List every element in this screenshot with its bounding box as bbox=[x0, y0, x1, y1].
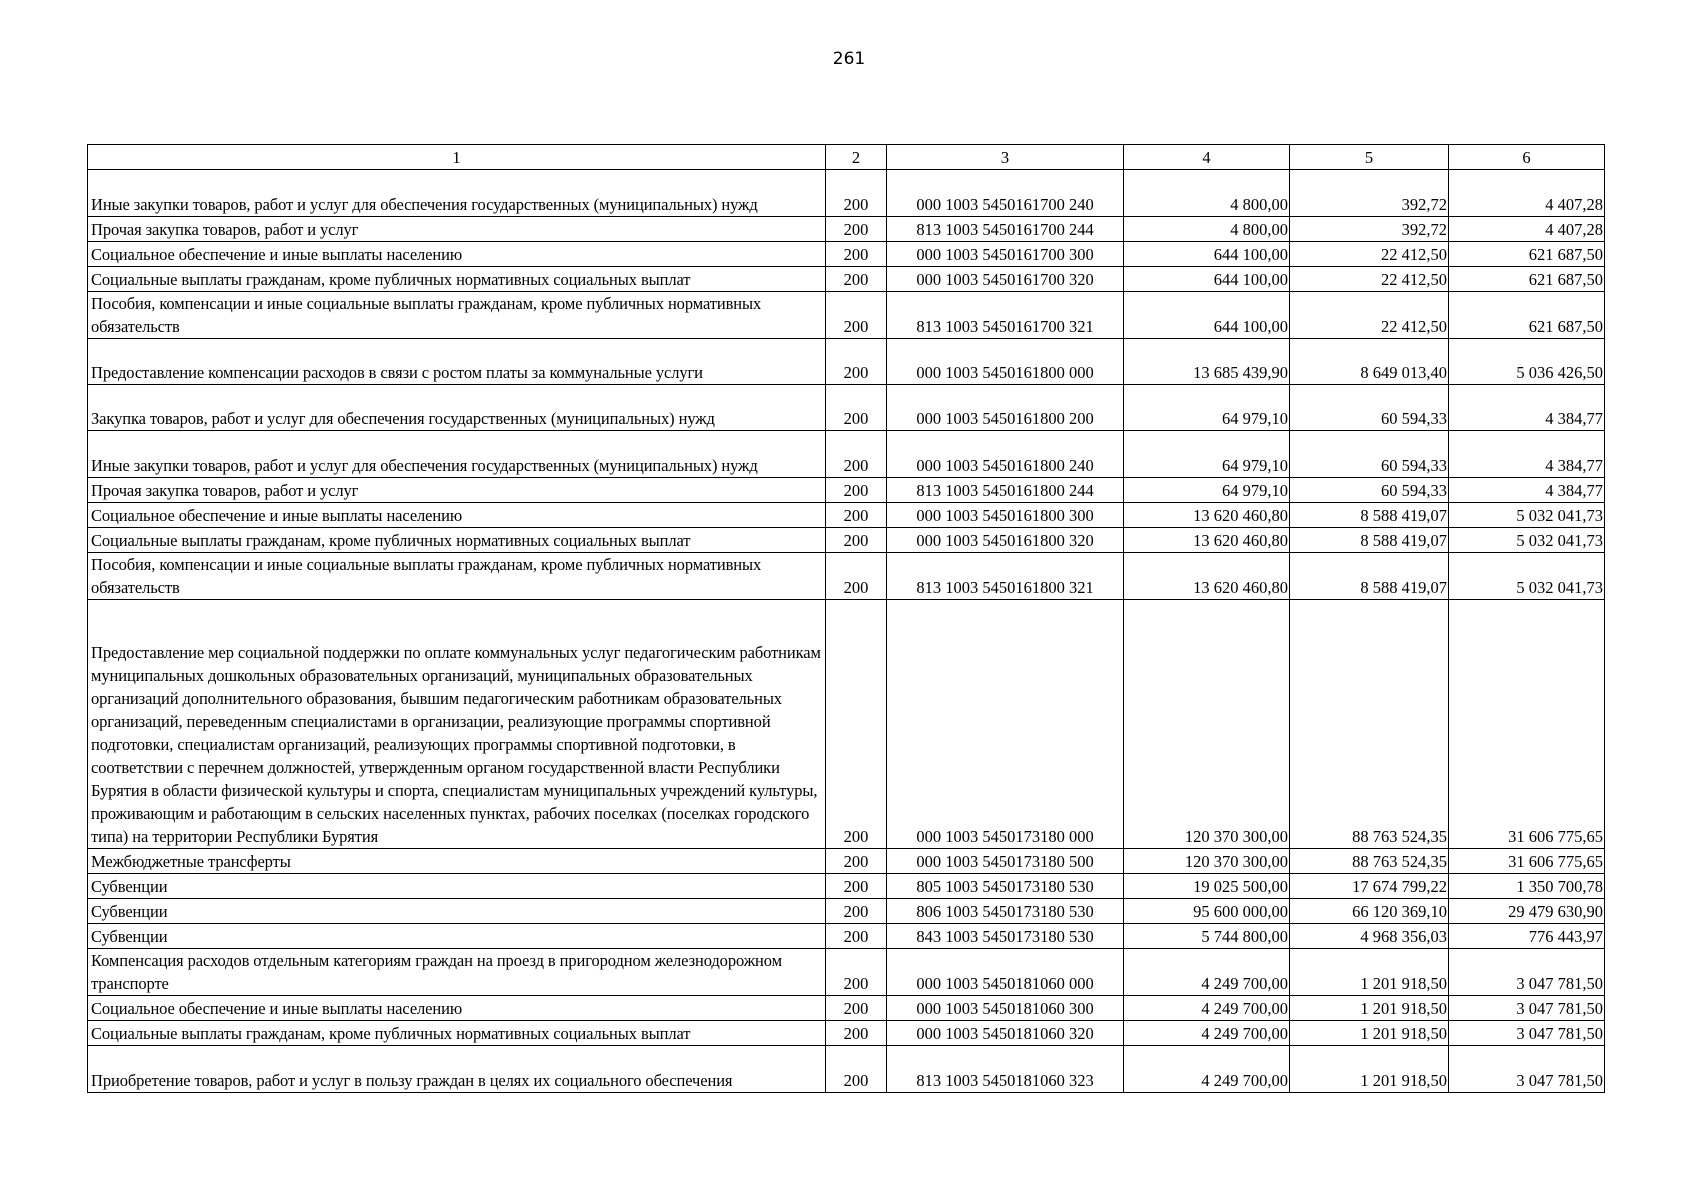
row-unexecuted: 4 407,28 bbox=[1449, 170, 1605, 217]
table-row bbox=[88, 600, 1605, 849]
table-row bbox=[88, 217, 1605, 242]
row-line-code: 200 bbox=[826, 503, 887, 528]
row-name: Прочая закупка товаров, работ и услуг bbox=[88, 217, 826, 242]
row-budget-code: 000 1003 5450173180 500 bbox=[887, 849, 1124, 874]
row-approved: 4 800,00 bbox=[1124, 170, 1290, 217]
row-unexecuted: 5 032 041,73 bbox=[1449, 528, 1605, 553]
row-budget-code: 000 1003 5450161800 320 bbox=[887, 528, 1124, 553]
row-name: Социальное обеспечение и иные выплаты населению bbox=[88, 996, 826, 1021]
row-line-code: 200 bbox=[826, 431, 887, 478]
table-header-row bbox=[88, 145, 1605, 170]
row-line-code: 200 bbox=[826, 849, 887, 874]
table-row bbox=[88, 924, 1605, 949]
row-budget-code: 000 1003 5450173180 000 bbox=[887, 600, 1124, 849]
row-budget-code: 000 1003 5450181060 320 bbox=[887, 1021, 1124, 1046]
row-line-code: 200 bbox=[826, 385, 887, 431]
row-budget-code: 806 1003 5450173180 530 bbox=[887, 899, 1124, 924]
row-executed: 392,72 bbox=[1290, 217, 1449, 242]
row-executed: 60 594,33 bbox=[1290, 385, 1449, 431]
row-budget-code: 000 1003 5450161700 240 bbox=[887, 170, 1124, 217]
row-unexecuted: 4 407,28 bbox=[1449, 217, 1605, 242]
row-name: Социальные выплаты гражданам, кроме публичных нормативных социальных выплат bbox=[88, 267, 826, 292]
row-line-code: 200 bbox=[826, 217, 887, 242]
row-approved: 4 249 700,00 bbox=[1124, 1021, 1290, 1046]
row-line-code: 200 bbox=[826, 553, 887, 600]
row-line-code: 200 bbox=[826, 478, 887, 503]
row-unexecuted: 4 384,77 bbox=[1449, 385, 1605, 431]
row-budget-code: 843 1003 5450173180 530 bbox=[887, 924, 1124, 949]
row-name: Пособия, компенсации и иные социальные выплаты гражданам, кроме публичных нормативных обязательств bbox=[88, 553, 826, 600]
table-row bbox=[88, 1021, 1605, 1046]
column-header-2: 2 bbox=[826, 145, 887, 170]
row-approved: 64 979,10 bbox=[1124, 478, 1290, 503]
row-executed: 22 412,50 bbox=[1290, 242, 1449, 267]
table-row bbox=[88, 503, 1605, 528]
table-row bbox=[88, 242, 1605, 267]
table-row bbox=[88, 899, 1605, 924]
row-line-code: 200 bbox=[826, 600, 887, 849]
row-budget-code: 000 1003 5450161700 320 bbox=[887, 267, 1124, 292]
row-budget-code: 000 1003 5450161700 300 bbox=[887, 242, 1124, 267]
column-header-3: 3 bbox=[887, 145, 1124, 170]
row-line-code: 200 bbox=[826, 292, 887, 339]
row-executed: 60 594,33 bbox=[1290, 478, 1449, 503]
table-row bbox=[88, 874, 1605, 899]
row-name: Социальное обеспечение и иные выплаты населению bbox=[88, 503, 826, 528]
row-approved: 64 979,10 bbox=[1124, 431, 1290, 478]
row-unexecuted: 29 479 630,90 bbox=[1449, 899, 1605, 924]
row-executed: 8 588 419,07 bbox=[1290, 503, 1449, 528]
row-approved: 644 100,00 bbox=[1124, 292, 1290, 339]
row-name: Иные закупки товаров, работ и услуг для обеспечения государственных (муниципальных) нужд bbox=[88, 431, 826, 478]
row-executed: 66 120 369,10 bbox=[1290, 899, 1449, 924]
row-executed: 17 674 799,22 bbox=[1290, 874, 1449, 899]
row-line-code: 200 bbox=[826, 242, 887, 267]
row-budget-code: 000 1003 5450161800 240 bbox=[887, 431, 1124, 478]
row-executed: 22 412,50 bbox=[1290, 267, 1449, 292]
row-unexecuted: 31 606 775,65 bbox=[1449, 600, 1605, 849]
row-approved: 19 025 500,00 bbox=[1124, 874, 1290, 899]
row-name: Социальные выплаты гражданам, кроме публичных нормативных социальных выплат bbox=[88, 1021, 826, 1046]
row-name: Приобретение товаров, работ и услуг в пользу граждан в целях их социального обеспечения bbox=[88, 1046, 826, 1093]
row-executed: 22 412,50 bbox=[1290, 292, 1449, 339]
column-header-4: 4 bbox=[1124, 145, 1290, 170]
table-row bbox=[88, 385, 1605, 431]
row-unexecuted: 3 047 781,50 bbox=[1449, 1021, 1605, 1046]
row-name: Межбюджетные трансферты bbox=[88, 849, 826, 874]
row-approved: 13 685 439,90 bbox=[1124, 339, 1290, 385]
row-line-code: 200 bbox=[826, 924, 887, 949]
table-row bbox=[88, 170, 1605, 217]
table-row bbox=[88, 292, 1605, 339]
row-line-code: 200 bbox=[826, 996, 887, 1021]
row-budget-code: 000 1003 5450181060 000 bbox=[887, 949, 1124, 996]
row-budget-code: 000 1003 5450161800 200 bbox=[887, 385, 1124, 431]
column-header-5: 5 bbox=[1290, 145, 1449, 170]
column-header-1: 1 bbox=[88, 145, 826, 170]
table-row bbox=[88, 1046, 1605, 1093]
row-line-code: 200 bbox=[826, 267, 887, 292]
row-executed: 1 201 918,50 bbox=[1290, 1046, 1449, 1093]
row-unexecuted: 621 687,50 bbox=[1449, 292, 1605, 339]
row-approved: 644 100,00 bbox=[1124, 242, 1290, 267]
row-unexecuted: 4 384,77 bbox=[1449, 431, 1605, 478]
row-approved: 4 249 700,00 bbox=[1124, 1046, 1290, 1093]
row-unexecuted: 3 047 781,50 bbox=[1449, 996, 1605, 1021]
row-line-code: 200 bbox=[826, 949, 887, 996]
row-unexecuted: 5 032 041,73 bbox=[1449, 503, 1605, 528]
table-row bbox=[88, 478, 1605, 503]
row-budget-code: 805 1003 5450173180 530 bbox=[887, 874, 1124, 899]
row-approved: 4 800,00 bbox=[1124, 217, 1290, 242]
row-approved: 64 979,10 bbox=[1124, 385, 1290, 431]
row-unexecuted: 3 047 781,50 bbox=[1449, 949, 1605, 996]
row-executed: 1 201 918,50 bbox=[1290, 949, 1449, 996]
row-name: Компенсация расходов отдельным категориям граждан на проезд в пригородном железнодорожном транспорте bbox=[88, 949, 826, 996]
row-budget-code: 000 1003 5450161800 300 bbox=[887, 503, 1124, 528]
row-budget-code: 000 1003 5450161800 000 bbox=[887, 339, 1124, 385]
row-name: Социальное обеспечение и иные выплаты населению bbox=[88, 242, 826, 267]
row-name: Прочая закупка товаров, работ и услуг bbox=[88, 478, 826, 503]
row-name: Закупка товаров, работ и услуг для обеспечения государственных (муниципальных) нужд bbox=[88, 385, 826, 431]
row-line-code: 200 bbox=[826, 1021, 887, 1046]
row-unexecuted: 3 047 781,50 bbox=[1449, 1046, 1605, 1093]
row-name: Субвенции bbox=[88, 899, 826, 924]
row-approved: 13 620 460,80 bbox=[1124, 553, 1290, 600]
table-row bbox=[88, 528, 1605, 553]
row-approved: 120 370 300,00 bbox=[1124, 600, 1290, 849]
row-approved: 5 744 800,00 bbox=[1124, 924, 1290, 949]
row-line-code: 200 bbox=[826, 170, 887, 217]
row-budget-code: 813 1003 5450181060 323 bbox=[887, 1046, 1124, 1093]
row-budget-code: 813 1003 5450161700 244 bbox=[887, 217, 1124, 242]
row-approved: 95 600 000,00 bbox=[1124, 899, 1290, 924]
row-name: Пособия, компенсации и иные социальные выплаты гражданам, кроме публичных нормативных обязательств bbox=[88, 292, 826, 339]
row-line-code: 200 bbox=[826, 1046, 887, 1093]
row-approved: 4 249 700,00 bbox=[1124, 949, 1290, 996]
column-header-6: 6 bbox=[1449, 145, 1605, 170]
row-executed: 4 968 356,03 bbox=[1290, 924, 1449, 949]
row-line-code: 200 bbox=[826, 899, 887, 924]
row-line-code: 200 bbox=[826, 528, 887, 553]
row-executed: 392,72 bbox=[1290, 170, 1449, 217]
row-executed: 8 588 419,07 bbox=[1290, 528, 1449, 553]
row-name: Социальные выплаты гражданам, кроме публичных нормативных социальных выплат bbox=[88, 528, 826, 553]
budget-execution-table bbox=[87, 144, 1605, 1093]
row-name: Субвенции bbox=[88, 874, 826, 899]
row-name: Предоставление компенсации расходов в связи с ростом платы за коммунальные услуги bbox=[88, 339, 826, 385]
row-unexecuted: 4 384,77 bbox=[1449, 478, 1605, 503]
row-line-code: 200 bbox=[826, 339, 887, 385]
row-budget-code: 813 1003 5450161800 244 bbox=[887, 478, 1124, 503]
row-unexecuted: 621 687,50 bbox=[1449, 267, 1605, 292]
row-executed: 1 201 918,50 bbox=[1290, 996, 1449, 1021]
row-executed: 60 594,33 bbox=[1290, 431, 1449, 478]
table-row bbox=[88, 553, 1605, 600]
row-executed: 1 201 918,50 bbox=[1290, 1021, 1449, 1046]
row-name: Иные закупки товаров, работ и услуг для обеспечения государственных (муниципальных) нужд bbox=[88, 170, 826, 217]
table-row bbox=[88, 849, 1605, 874]
row-executed: 88 763 524,35 bbox=[1290, 600, 1449, 849]
page-number: 261 bbox=[832, 49, 866, 69]
row-name: Предоставление мер социальной поддержки по оплате коммунальных услуг педагогическим работникам муниципальных дошкольных образовательных организаций, муниципальных образовательных организаций дополнительного образования, бывшим педагогическим работникам образовательных организаций, переведенным специалистами в организации, реализующие программы спортивной подготовки, специалистам организаций, реализующих программы спортивной подготовки, в соответствии с перечнем должностей, утвержденным органом государственной власти Республики Бурятия в области физической культуры и спорта, специалистам муниципальных учреждений культуры, проживающим и работающим в сельских населенных пунктах, рабочих поселках (поселках городского типа) на территории Республики Бурятия bbox=[88, 600, 826, 849]
row-unexecuted: 1 350 700,78 bbox=[1449, 874, 1605, 899]
row-unexecuted: 31 606 775,65 bbox=[1449, 849, 1605, 874]
row-executed: 8 649 013,40 bbox=[1290, 339, 1449, 385]
row-unexecuted: 776 443,97 bbox=[1449, 924, 1605, 949]
row-executed: 8 588 419,07 bbox=[1290, 553, 1449, 600]
row-approved: 13 620 460,80 bbox=[1124, 528, 1290, 553]
table-row bbox=[88, 339, 1605, 385]
row-executed: 88 763 524,35 bbox=[1290, 849, 1449, 874]
row-unexecuted: 621 687,50 bbox=[1449, 242, 1605, 267]
row-line-code: 200 bbox=[826, 874, 887, 899]
row-unexecuted: 5 036 426,50 bbox=[1449, 339, 1605, 385]
row-budget-code: 000 1003 5450181060 300 bbox=[887, 996, 1124, 1021]
table-row bbox=[88, 267, 1605, 292]
row-approved: 120 370 300,00 bbox=[1124, 849, 1290, 874]
row-approved: 4 249 700,00 bbox=[1124, 996, 1290, 1021]
row-approved: 13 620 460,80 bbox=[1124, 503, 1290, 528]
table-row bbox=[88, 949, 1605, 996]
table-row bbox=[88, 996, 1605, 1021]
row-budget-code: 813 1003 5450161800 321 bbox=[887, 553, 1124, 600]
row-unexecuted: 5 032 041,73 bbox=[1449, 553, 1605, 600]
row-name: Субвенции bbox=[88, 924, 826, 949]
row-budget-code: 813 1003 5450161700 321 bbox=[887, 292, 1124, 339]
row-approved: 644 100,00 bbox=[1124, 267, 1290, 292]
table-row bbox=[88, 431, 1605, 478]
